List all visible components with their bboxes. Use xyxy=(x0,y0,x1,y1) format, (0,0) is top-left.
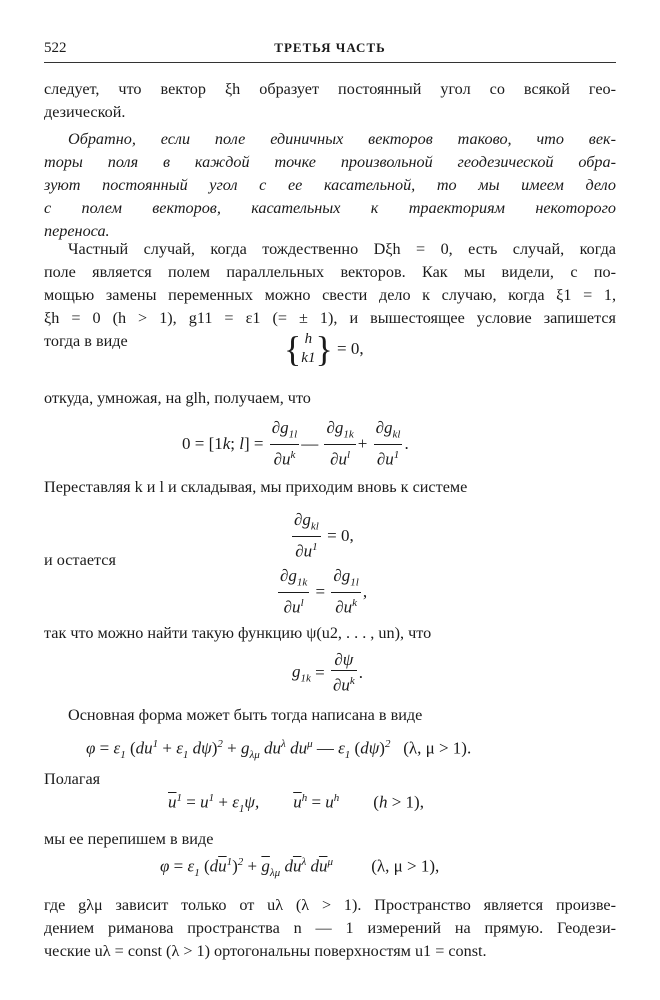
paragraph-10 xyxy=(44,828,616,851)
text-line: ческие uλ = const (λ > 1) ортогональны поверхностям u1 = const. xyxy=(44,942,487,960)
text-line: Переставляя k и l и складывая, мы приходим вновь к системе xyxy=(44,478,468,496)
running-title: ТРЕТЬЯ ЧАСТЬ xyxy=(274,40,386,55)
text-line: зуют постоянный угол с ее касательной, то мы имеем дело xyxy=(44,176,616,194)
paragraph-11 xyxy=(44,894,616,963)
text-line: и остается xyxy=(44,551,116,569)
paragraph-8 xyxy=(44,704,616,727)
page-header xyxy=(44,40,616,63)
paragraph-7 xyxy=(44,622,616,645)
text-line: откуда, умножая, на glh, получаем, что xyxy=(44,389,311,407)
equation-5: $g_{1k}$ = $\frac{\partial\psi}{\partial u^k}$ . xyxy=(292,650,364,695)
equation-7: $\overline{u}^1 = u^1 + \varepsilon_1\psi$, $\overline{u}^h = u^h$ (h > 1), xyxy=(168,792,424,816)
equation-1: { h k1 } = 0, xyxy=(284,329,364,369)
text-line: торы поля в каждой точке произвольной геодезической обра- xyxy=(44,153,616,171)
text-line: так что можно найти такую функцию ψ(u2, . . . , un), что xyxy=(44,624,432,642)
theorem-paragraph xyxy=(44,128,616,243)
equation-4: $\frac{\partial g_{1k}}{\partial u^l}$ = $\frac{\partial g_{1l}}{\partial u^k}$ , xyxy=(280,566,368,618)
equation-2: 0 = [1k; l] = $\frac{\partial g_{1l}}{\partial u^k}$ — $\frac{\partial g_{1k}}{\partial u^l}$ + $\frac{\partial g_{kl}}{\partial u^1}$ . xyxy=(182,418,409,470)
text-line: ξh = 0 (h > 1), g11 = ε1 (= ± 1), и вышестоящее условие запишется xyxy=(44,309,616,327)
text-line: мощью замены переменных можно свести дело к случаю, когда ξ1 = 1, xyxy=(44,286,616,304)
equation-6: $\varphi = \varepsilon_1$ ($du^1 + \varepsilon_1$ $d\psi)^2 + g_{\lambda\mu}$ $du^\lambda$ $du^\mu$ — $\varepsilon_1$ $(d\psi)^2$ (λ, μ > 1). xyxy=(86,738,472,762)
text-line: с полем векторов, касательных к траекториям некоторого xyxy=(44,199,616,217)
text-line: где gλμ зависит только от uλ (λ > 1). Пространство является произве- xyxy=(44,896,616,914)
page-number: 522 xyxy=(44,40,67,56)
text-line: дезической. xyxy=(44,103,126,121)
equation-3: $\frac{\partial g_{kl}}{\partial u^1}$ = 0, xyxy=(294,510,354,562)
text-line: дением риманова пространства n — 1 измерений на прямую. Геодези- xyxy=(44,919,616,937)
paragraph-9 xyxy=(44,768,616,791)
text-line: Полагая xyxy=(44,770,101,788)
text-line: Частный случай, когда тождественно Dξh = 0, есть случай, когда xyxy=(68,240,616,258)
paragraph-4 xyxy=(44,387,616,410)
text-line: мы ее перепишем в виде xyxy=(44,830,214,848)
text-line: Основная форма может быть тогда написана в виде xyxy=(68,706,423,724)
text-line: следует, что вектор ξh образует постоянный угол со всякой гео- xyxy=(44,80,616,98)
text-line: переноса. xyxy=(44,222,110,240)
text-line: тогда в виде xyxy=(44,332,128,350)
paragraph-1 xyxy=(44,78,616,124)
paragraph-5 xyxy=(44,476,616,499)
equation-8: $\varphi = \varepsilon_1$ $(d\overline{u}^1)^2 + \overline{g}_{\lambda\mu}$ $d\overline{u}^\lambda$ $d\overline{u}^\mu$ (λ, μ > 1), xyxy=(160,856,440,880)
text-line: поле является полем параллельных векторов. Как мы видели, с по- xyxy=(44,263,616,281)
text-line: Обратно, если поле единичных векторов таково, что век- xyxy=(68,130,616,148)
